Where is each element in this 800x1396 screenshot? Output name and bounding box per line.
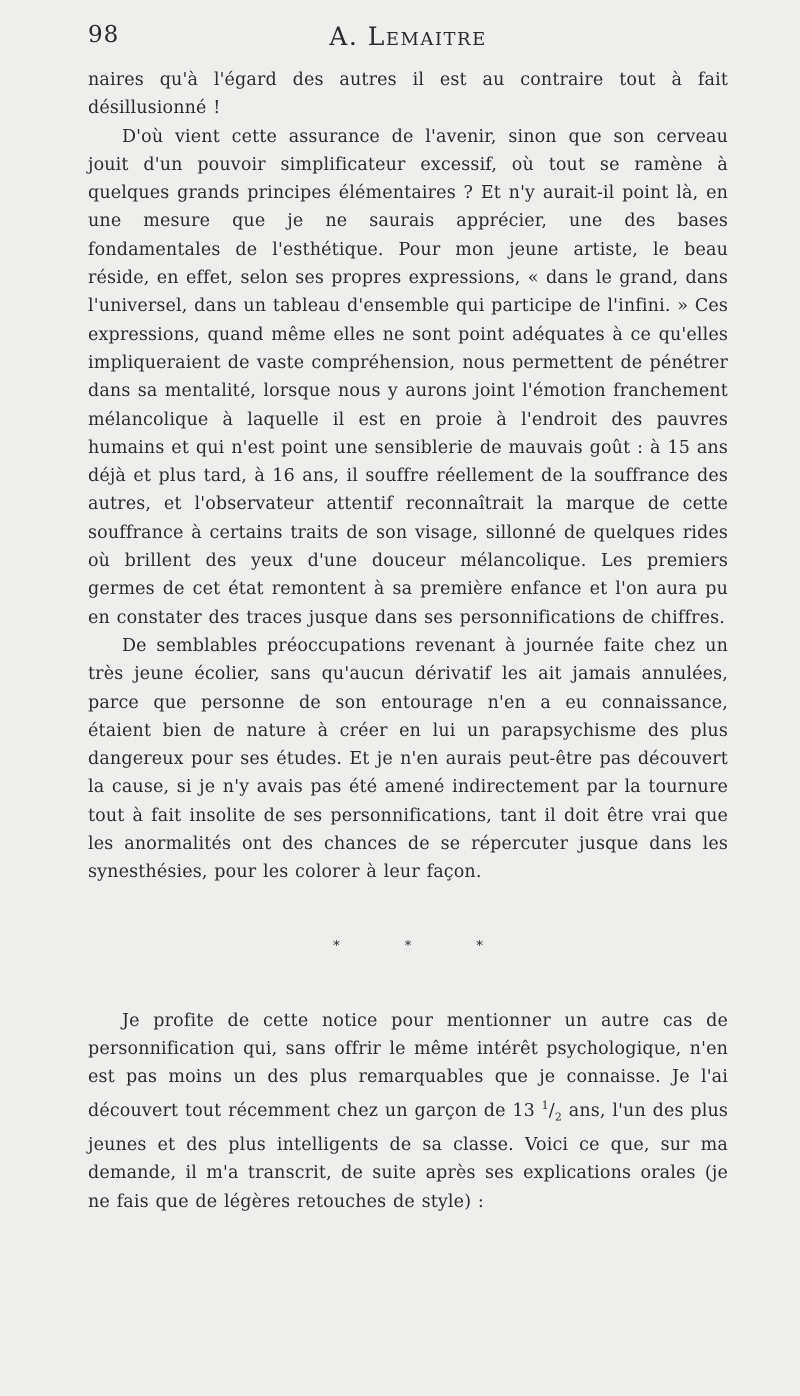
paragraph-text: Je profite de cette notice pour mentionner un autre cas de personnification qui, sans offrir le même intérêt psychologique, n'en est pas moins un des plus remarquables que je connaisse. Je l'ai découvert tout récemment chez un garçon de 13: [88, 1010, 728, 1121]
paragraph-last: Je profite de cette notice pour mentionner un autre cas de personnification qui, sans offrir le même intérêt psychologique, n'en est pas moins un des plus remarquables que je connaisse. Je l'ai découvert tout récemment chez un garçon de 13 $^1/_2$ ans, l'un des plus jeunes et des plus intelligents de sa classe. Voici ce que, sur ma demande, il m'a transcrit, de suite après ses explications orales (je ne fais que de légères retouches de style) :: [88, 1010, 728, 1212]
page-number: 98: [88, 22, 120, 48]
section-separator: * * *: [333, 938, 513, 954]
body-text: [88, 66, 728, 1216]
age-fraction-numerator: 1: [541, 1098, 549, 1112]
paragraph-continued: naires qu'à l'égard des autres il est au contraire tout à fait désillusionné !: [88, 70, 728, 119]
age-fraction-denominator: 2: [554, 1109, 562, 1123]
paragraph-text: ans, l'un des plus jeunes et des plus intelligents de sa classe. Voici ce que, sur ma demande, il m'a transcrit, de suite après ses explications orales (je ne fais que de légères retouches de style) :: [88, 1100, 728, 1212]
paragraph: D'où vient cette assurance de l'avenir, sinon que son cerveau jouit d'un pouvoir simplificateur excessif, où tout se ramène à quelques grands principes élémentaires ? Et n'y aurait-il point là, en une mesure que je ne saurais apprécier, une des bases fondamentales de l'esthétique. Pour mon jeune artiste, le beau réside, en effet, selon ses propres expressions, « dans le grand, dans l'universel, dans un tableau d'ensemble qui participe de l'infini. » Ces expressions, quand même elles ne sont point adéquates à ce qu'elles impliqueraient de vaste compréhension, nous permettent de pénétrer dans sa mentalité, lorsque nous y aurons joint l'émotion franchement mélancolique à laquelle il est en proie à l'endroit des pauvres humains et qui n'est point une sensiblerie de mauvais goût : à 15 ans déjà et plus tard, à 16 ans, il souffre réellement de la souffrance des autres, et l'observateur attentif reconnaîtrait la marque de cette souffrance à certains traits de son visage, sillonné de quelques rides où brillent des yeux d'une douceur mélancolique. Les premiers germes de cet état remontent à sa première enfance et l'on aura pu en constater des traces jusque dans ses personnifications de chiffres.: [88, 126, 728, 628]
page-header: [88, 22, 728, 56]
running-head: A. Lemaitre: [329, 22, 487, 51]
paragraph: De semblables préoccupations revenant à journée faite chez un très jeune écolier, sans qu'aucun dérivatif les ait jamais annulées, parce que personne de son entourage n'en a eu connaissance, étaient bien de nature à créer en lui un parapsychisme des plus dangereux pour ses études. Et je n'en aurais peut-être pas découvert la cause, si je n'y avais pas été amené indirectement par la tournure tout à fait insolite de ses personnifications, tant il doit être vrai que les anormalités ont des chances de se répercuter jusque dans les synesthésies, pour les colorer à leur façon.: [88, 635, 728, 883]
